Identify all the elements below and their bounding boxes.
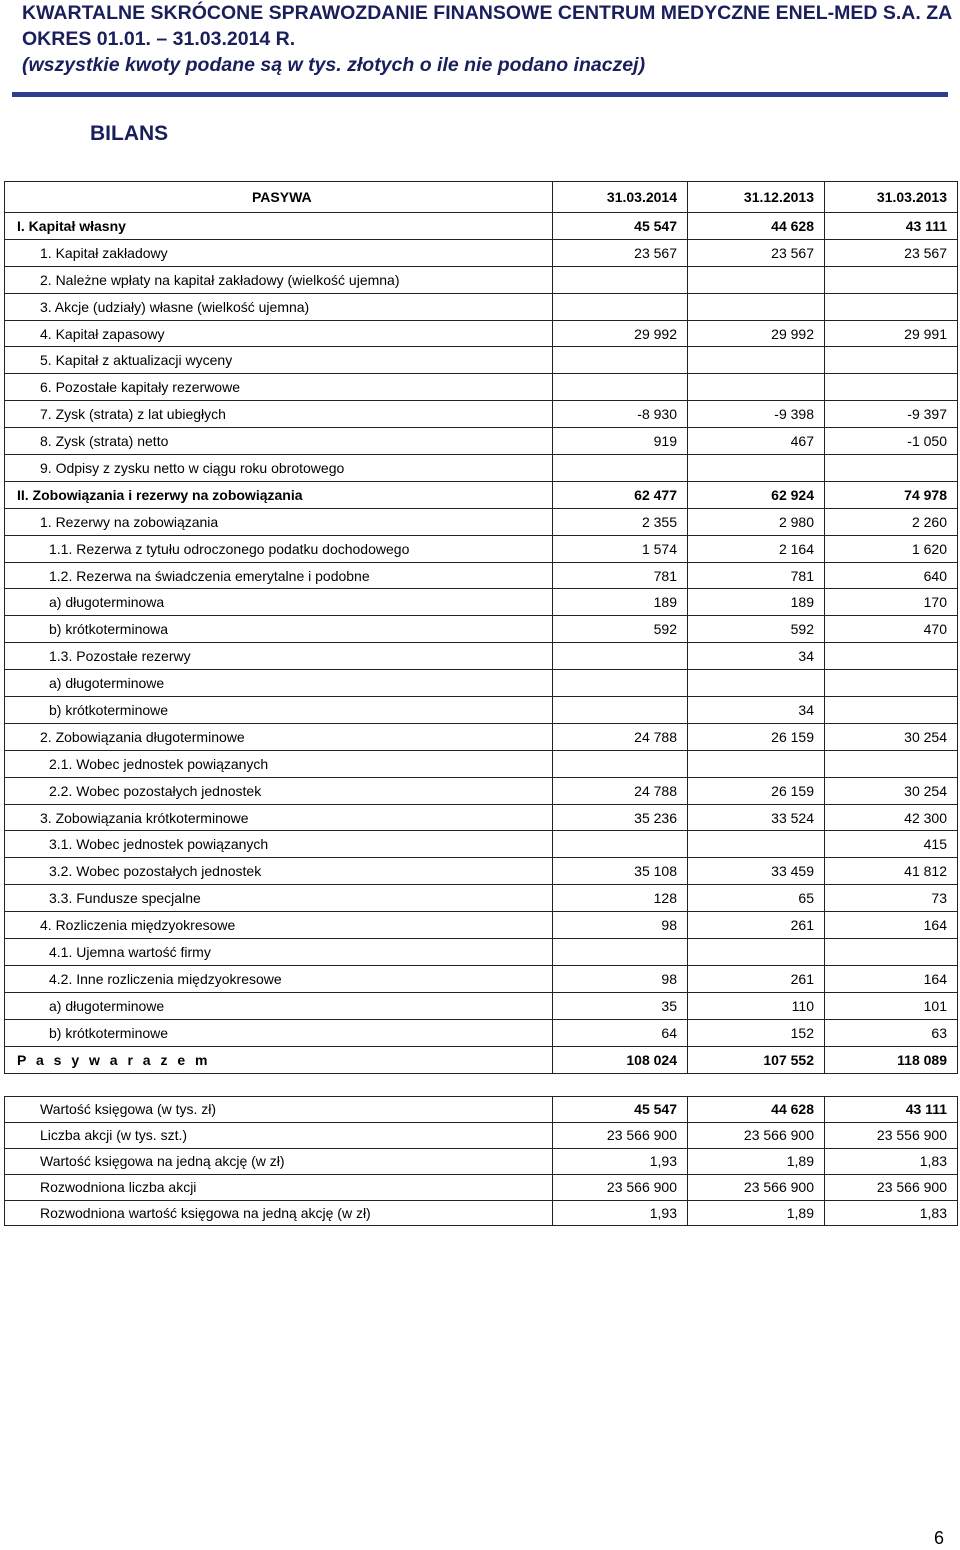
row-label: 2.2. Wobec pozostałych jednostek: [5, 777, 553, 804]
table-row: [5, 1174, 958, 1200]
row-label: 9. Odpisy z zysku netto w ciągu roku obrotowego: [5, 455, 553, 482]
row-label: Wartość księgowa (w tys. zł): [5, 1097, 553, 1123]
row-value-v3: 164: [825, 912, 958, 939]
table-row: [5, 347, 958, 374]
table-row: [5, 804, 958, 831]
row-value-v1: 2 355: [553, 508, 688, 535]
row-value-v1: 592: [553, 616, 688, 643]
table-row: [5, 723, 958, 750]
table-row: [5, 213, 958, 240]
book-value-body: [5, 1097, 958, 1226]
row-value-v2: 261: [688, 965, 825, 992]
row-label: 1.2. Rezerwa na świadczenia emerytalne i podobne: [5, 562, 553, 589]
row-label: 1.3. Pozostałe rezerwy: [5, 643, 553, 670]
row-value-v3: 1,83: [825, 1200, 958, 1226]
row-label: 4. Kapitał zapasowy: [5, 320, 553, 347]
row-value-v1: [553, 750, 688, 777]
row-value-v1: 45 547: [553, 1097, 688, 1123]
balance-sheet-body: [5, 182, 958, 1074]
row-value-v2: 34: [688, 697, 825, 724]
table-row: [5, 1148, 958, 1174]
row-label: 4. Rozliczenia międzyokresowe: [5, 912, 553, 939]
table-row: [5, 670, 958, 697]
row-value-v3: 1,83: [825, 1148, 958, 1174]
row-value-v3: 170: [825, 589, 958, 616]
row-label: 1. Rezerwy na zobowiązania: [5, 508, 553, 535]
row-value-v3: [825, 455, 958, 482]
section-title: BILANS: [90, 122, 169, 145]
row-label: 5. Kapitał z aktualizacji wyceny: [5, 347, 553, 374]
row-value-v3: 43 111: [825, 1097, 958, 1123]
report-subtitle: (wszystkie kwoty podane są w tys. złotych o ile nie podano inaczej): [22, 54, 646, 76]
row-value-v3: 2 260: [825, 508, 958, 535]
row-value-v2: [688, 831, 825, 858]
row-value-v1: [553, 374, 688, 401]
report-title-line1: KWARTALNE SKRÓCONE SPRAWOZDANIE FINANSOWE CENTRUM MEDYCZNE ENEL-MED S.A. ZA: [22, 2, 953, 24]
row-value-v2: 261: [688, 912, 825, 939]
row-value-v1: [553, 643, 688, 670]
row-label: b) krótkoterminowe: [5, 697, 553, 724]
row-value-v1: [553, 697, 688, 724]
row-value-v1: [553, 455, 688, 482]
row-value-v1: 189: [553, 589, 688, 616]
table-row: [5, 535, 958, 562]
row-value-v1: 23 566 900: [553, 1174, 688, 1200]
row-value-v1: 781: [553, 562, 688, 589]
row-value-v1: 1,93: [553, 1200, 688, 1226]
table-header-row: [5, 182, 958, 213]
row-value-v3: 30 254: [825, 723, 958, 750]
row-value-v3: 23 566 900: [825, 1174, 958, 1200]
row-value-v3: 640: [825, 562, 958, 589]
row-value-v3: 23 567: [825, 239, 958, 266]
table-row: [5, 616, 958, 643]
row-value-v2: 44 628: [688, 1097, 825, 1123]
row-value-v2: 34: [688, 643, 825, 670]
table-row: [5, 428, 958, 455]
table-row: [5, 1122, 958, 1148]
row-value-v3: 73: [825, 885, 958, 912]
row-value-v3: [825, 670, 958, 697]
row-value-v2: [688, 293, 825, 320]
row-value-v2: 2 980: [688, 508, 825, 535]
table-row: [5, 697, 958, 724]
row-value-v1: 23 567: [553, 239, 688, 266]
table-row: [5, 266, 958, 293]
row-label: 1.1. Rezerwa z tytułu odroczonego podatku dochodowego: [5, 535, 553, 562]
table-row: [5, 320, 958, 347]
row-value-v2: 23 566 900: [688, 1174, 825, 1200]
row-value-v3: 164: [825, 965, 958, 992]
row-label: 3.3. Fundusze specjalne: [5, 885, 553, 912]
row-label: I. Kapitał własny: [5, 213, 553, 240]
row-value-v3: [825, 939, 958, 966]
row-value-v1: 108 024: [553, 1046, 688, 1073]
row-label: 3. Zobowiązania krótkoterminowe: [5, 804, 553, 831]
table-row: [5, 589, 958, 616]
row-value-v2: 33 524: [688, 804, 825, 831]
report-header: [22, 0, 953, 78]
row-value-v3: [825, 293, 958, 320]
row-label: 3.2. Wobec pozostałych jednostek: [5, 858, 553, 885]
table-row: [5, 992, 958, 1019]
header-col2: 31.12.2013: [688, 182, 825, 213]
header-col3: 31.03.2013: [825, 182, 958, 213]
row-value-v1: 24 788: [553, 723, 688, 750]
row-value-v2: [688, 374, 825, 401]
header-label: PASYWA: [5, 182, 553, 213]
row-value-v3: [825, 374, 958, 401]
row-value-v3: 415: [825, 831, 958, 858]
row-label: b) krótkoterminowa: [5, 616, 553, 643]
row-label: Liczba akcji (w tys. szt.): [5, 1122, 553, 1148]
row-label: 2. Zobowiązania długoterminowe: [5, 723, 553, 750]
row-label: 2.1. Wobec jednostek powiązanych: [5, 750, 553, 777]
row-value-v3: 63: [825, 1019, 958, 1046]
row-value-v3: 42 300: [825, 804, 958, 831]
row-value-v3: [825, 697, 958, 724]
table-row: [5, 1200, 958, 1226]
row-value-v2: 29 992: [688, 320, 825, 347]
row-value-v2: 26 159: [688, 723, 825, 750]
row-value-v2: 23 566 900: [688, 1122, 825, 1148]
report-title-line2: OKRES 01.01. – 31.03.2014 R.: [22, 28, 296, 50]
row-value-v3: 470: [825, 616, 958, 643]
row-label: Rozwodniona wartość księgowa na jedną akcję (w zł): [5, 1200, 553, 1226]
row-value-v1: -8 930: [553, 401, 688, 428]
row-label: Wartość księgowa na jedną akcję (w zł): [5, 1148, 553, 1174]
row-value-v1: 128: [553, 885, 688, 912]
row-value-v2: 1,89: [688, 1148, 825, 1174]
row-value-v3: [825, 266, 958, 293]
row-value-v3: 41 812: [825, 858, 958, 885]
row-value-v2: 467: [688, 428, 825, 455]
row-value-v2: 107 552: [688, 1046, 825, 1073]
row-label: 7. Zysk (strata) z lat ubiegłych: [5, 401, 553, 428]
row-value-v2: 592: [688, 616, 825, 643]
table-row: [5, 912, 958, 939]
table-row: [5, 750, 958, 777]
table-row: [5, 401, 958, 428]
table-row: [5, 374, 958, 401]
row-value-v1: 919: [553, 428, 688, 455]
row-value-v1: [553, 939, 688, 966]
row-value-v1: 35 236: [553, 804, 688, 831]
row-value-v3: [825, 347, 958, 374]
row-value-v1: 98: [553, 965, 688, 992]
row-value-v3: [825, 643, 958, 670]
row-value-v3: 101: [825, 992, 958, 1019]
row-value-v3: -1 050: [825, 428, 958, 455]
row-label: a) długoterminowa: [5, 589, 553, 616]
row-value-v2: [688, 670, 825, 697]
balance-sheet-table: [4, 181, 958, 1074]
row-value-v1: 24 788: [553, 777, 688, 804]
table-row: [5, 965, 958, 992]
row-value-v2: 65: [688, 885, 825, 912]
row-label: 3.1. Wobec jednostek powiązanych: [5, 831, 553, 858]
table-row: [5, 885, 958, 912]
row-value-v2: [688, 939, 825, 966]
row-value-v2: 1,89: [688, 1200, 825, 1226]
row-value-v3: 23 556 900: [825, 1122, 958, 1148]
row-value-v2: [688, 750, 825, 777]
table-row: [5, 1019, 958, 1046]
row-value-v1: 1,93: [553, 1148, 688, 1174]
row-value-v1: 35: [553, 992, 688, 1019]
row-value-v1: [553, 831, 688, 858]
row-value-v1: [553, 266, 688, 293]
row-value-v1: 35 108: [553, 858, 688, 885]
row-value-v2: 110: [688, 992, 825, 1019]
table-row: [5, 293, 958, 320]
row-label: 1. Kapitał zakładowy: [5, 239, 553, 266]
row-label: Rozwodniona liczba akcji: [5, 1174, 553, 1200]
row-value-v1: 29 992: [553, 320, 688, 347]
row-label: a) długoterminowe: [5, 670, 553, 697]
row-label: II. Zobowiązania i rezerwy na zobowiązania: [5, 481, 553, 508]
row-value-v3: 118 089: [825, 1046, 958, 1073]
row-value-v3: 43 111: [825, 213, 958, 240]
row-value-v2: 152: [688, 1019, 825, 1046]
row-value-v1: [553, 670, 688, 697]
table-row: [5, 1097, 958, 1123]
row-label: P a s y w a r a z e m: [5, 1046, 553, 1073]
row-label: 2. Należne wpłaty na kapitał zakładowy (wielkość ujemna): [5, 266, 553, 293]
row-value-v2: 23 567: [688, 239, 825, 266]
row-value-v3: 29 991: [825, 320, 958, 347]
row-value-v2: 2 164: [688, 535, 825, 562]
row-value-v2: [688, 266, 825, 293]
table-row: [5, 643, 958, 670]
row-label: 4.1. Ujemna wartość firmy: [5, 939, 553, 966]
row-value-v1: 45 547: [553, 213, 688, 240]
table-row: [5, 508, 958, 535]
table-row: [5, 455, 958, 482]
table-row: [5, 239, 958, 266]
header-rule: [12, 92, 948, 97]
table-row: [5, 562, 958, 589]
table-row: [5, 858, 958, 885]
row-value-v1: 62 477: [553, 481, 688, 508]
table-row: [5, 939, 958, 966]
row-value-v1: 98: [553, 912, 688, 939]
row-value-v3: 74 978: [825, 481, 958, 508]
book-value-table: [4, 1096, 958, 1226]
row-value-v2: [688, 455, 825, 482]
row-value-v3: [825, 750, 958, 777]
row-value-v2: 62 924: [688, 481, 825, 508]
row-value-v2: 33 459: [688, 858, 825, 885]
row-value-v2: -9 398: [688, 401, 825, 428]
row-value-v3: 1 620: [825, 535, 958, 562]
table-row: [5, 777, 958, 804]
row-label: b) krótkoterminowe: [5, 1019, 553, 1046]
row-label: 4.2. Inne rozliczenia międzyokresowe: [5, 965, 553, 992]
page-number: 6: [933, 1528, 944, 1548]
table-row: [5, 481, 958, 508]
row-label: 8. Zysk (strata) netto: [5, 428, 553, 455]
row-value-v1: [553, 293, 688, 320]
row-value-v1: 23 566 900: [553, 1122, 688, 1148]
row-value-v2: 781: [688, 562, 825, 589]
table-row: [5, 1046, 958, 1073]
row-value-v1: [553, 347, 688, 374]
row-label: a) długoterminowe: [5, 992, 553, 1019]
row-value-v2: 26 159: [688, 777, 825, 804]
table-row: [5, 831, 958, 858]
row-value-v2: 189: [688, 589, 825, 616]
row-value-v2: [688, 347, 825, 374]
row-value-v2: 44 628: [688, 213, 825, 240]
row-value-v1: 1 574: [553, 535, 688, 562]
header-col1: 31.03.2014: [553, 182, 688, 213]
row-value-v1: 64: [553, 1019, 688, 1046]
row-value-v3: -9 397: [825, 401, 958, 428]
row-label: 3. Akcje (udziały) własne (wielkość ujemna): [5, 293, 553, 320]
row-label: 6. Pozostałe kapitały rezerwowe: [5, 374, 553, 401]
row-value-v3: 30 254: [825, 777, 958, 804]
